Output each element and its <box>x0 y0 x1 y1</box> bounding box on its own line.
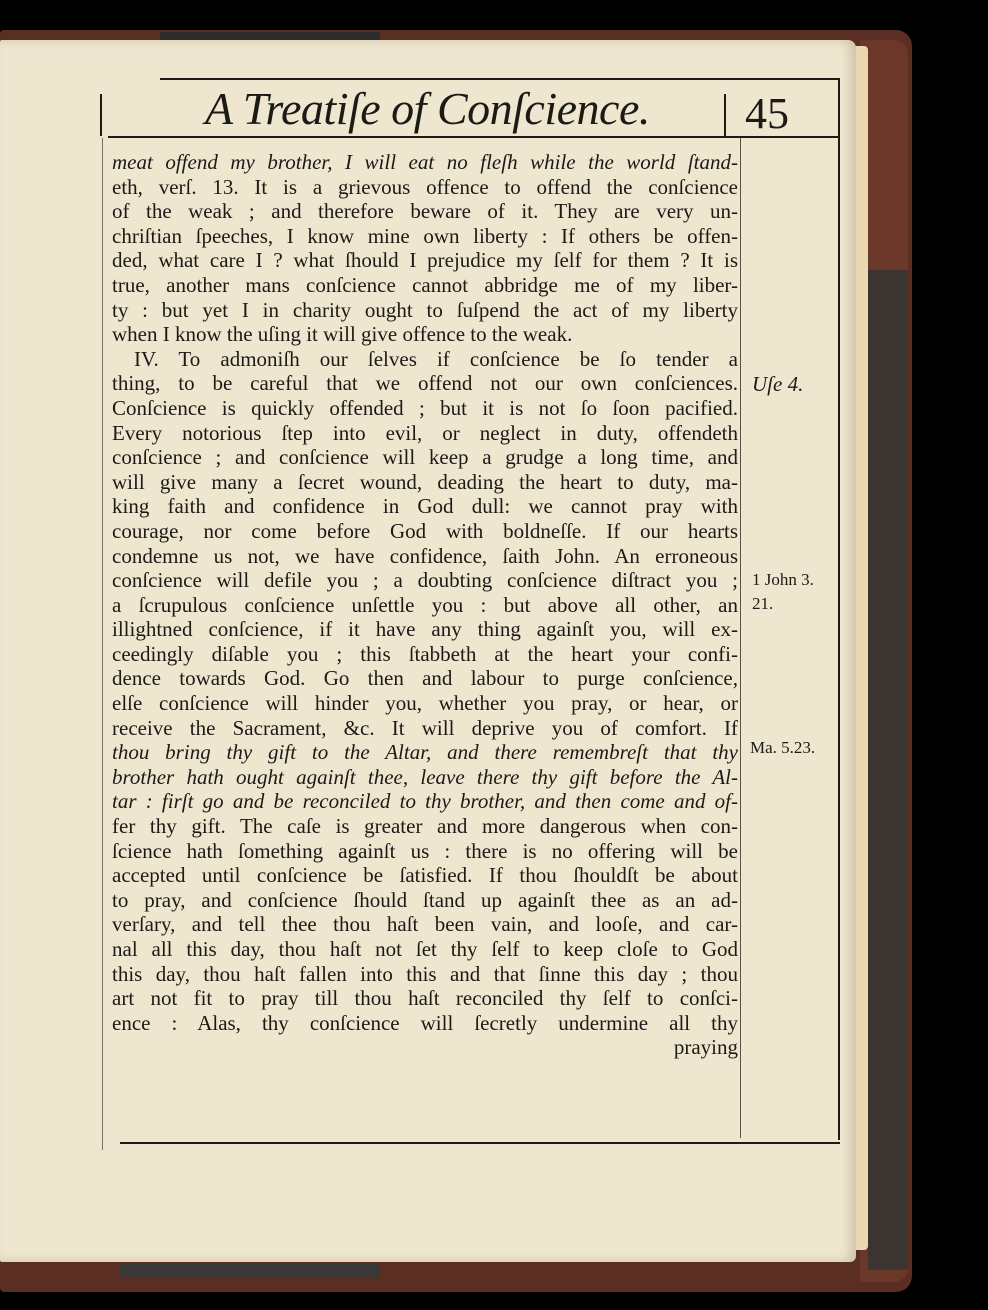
page-number: 45 <box>745 89 789 138</box>
body-text <box>112 150 738 1060</box>
text-line: eth, verſ. 13. It is a grievous offence to offend the conſcience <box>112 174 738 199</box>
margin-rule <box>740 138 741 1138</box>
text-line: illightned conſcience, if it have any thing againſt you, will ex- <box>112 617 738 642</box>
text-line: ſcience hath ſomething againſt us : there is no offering will be <box>112 838 738 863</box>
text-line: to pray, and conſcience ſhould ſtand up againſt thee as an ad- <box>112 887 738 912</box>
margin-note-use: Uſe 4. <box>752 372 804 396</box>
margin-note-john-verse: 21. <box>752 594 774 613</box>
text-line: king faith and confidence in God dull: we cannot pray with <box>112 494 738 519</box>
text-line: chriſtian ſpeeches, I know mine own liberty : If others be offen- <box>112 223 738 248</box>
header-rule-bottom <box>108 136 840 138</box>
text-line: dence towards God. Go then and labour to purge conſcience, <box>112 666 738 691</box>
text-line: elſe conſcience will hinder you, whether you pray, or hear, or <box>112 691 738 716</box>
text-line: accepted until conſcience be ſatisfied. If thou ſhouldſt be about <box>112 863 738 888</box>
text-line: verſary, and tell thee thou haſt been vain, and looſe, and car- <box>112 912 738 937</box>
text-line: will give many a ſecret wound, deading the heart to duty, ma- <box>112 469 738 494</box>
text-line: condemne us not, we have confidence, ſaith John. An erroneous <box>112 543 738 568</box>
text-line: Every notorious ſtep into evil, or neglect in duty, offendeth <box>112 420 738 445</box>
text-line: true, another mans conſcience cannot abbridge me of my liber- <box>112 272 738 297</box>
text-line: art not fit to pray till thou haſt reconciled thy ſelf to conſci- <box>112 986 738 1011</box>
text-line: fer thy gift. The caſe is greater and more dangerous when con- <box>112 814 738 839</box>
text-line: conſcience ; and conſcience will keep a grudge a long time, and <box>112 445 738 470</box>
text-line: nal all this day, thou haſt not ſet thy ſelf to keep cloſe to God <box>112 937 738 961</box>
margin-note-matthew: Ma. 5.23. <box>750 738 816 757</box>
text-line: tar : firſt go and be reconciled to thy brother, and then come and of- <box>112 789 738 814</box>
text-line: Conſcience is quickly offended ; but it is not ſo ſoon pacified. <box>112 395 738 420</box>
cover-wear-bottom <box>120 1264 380 1278</box>
header-divider <box>724 94 726 136</box>
header-right-bar <box>838 80 840 1140</box>
running-title: A Treatiſe of Conſcience. <box>205 83 650 134</box>
bottom-rule <box>120 1142 840 1144</box>
header-left-bar <box>100 94 102 136</box>
text-line: of the weak ; and therefore beware of it. They are very un- <box>112 199 738 224</box>
text-line: thou bring thy gift to the Altar, and there remembreſt that thy <box>112 740 738 765</box>
text-line: ty : but yet I in charity ought to ſuſpend the act of my liberty <box>112 297 738 322</box>
margin-note-john: 1 John 3. <box>752 570 814 589</box>
text-left-rule <box>102 138 103 1150</box>
text-line: a ſcrupulous conſcience unſettle you : but above all other, an <box>112 592 738 617</box>
text-line: ded, what care I ? what ſhould I prejudice my ſelf for them ? It is <box>112 248 738 273</box>
text-line: this day, thou haſt fallen into this and that ſinne this day ; thou <box>112 961 738 986</box>
text-line: courage, nor come before God with boldneſſe. If our hearts <box>112 518 738 543</box>
spine-cloth <box>868 270 908 1270</box>
text-line: when I know the uſing it will give offence to the weak. <box>112 322 573 347</box>
text-line: ence : Alas, thy conſcience will ſecretly undermine all thy <box>112 1010 738 1035</box>
catchword: praying <box>673 1035 738 1060</box>
text-line: conſcience will defile you ; a doubting conſcience diſtract you ; <box>112 568 738 593</box>
text-line: receive the Sacrament, &c. It will deprive you of comfort. If <box>112 715 738 740</box>
text-line: thing, to be careful that we offend not our own conſciences. <box>112 371 738 396</box>
text-line: ceedingly diſable you ; this ſtabbeth at the heart your confi- <box>112 641 738 666</box>
text-line: IV. To admoniſh our ſelves if conſcience be ſo tender a <box>134 346 738 371</box>
text-line: meat offend my brother, I will eat no fleſh while the world ſtand- <box>112 150 738 174</box>
header-rule-top <box>160 78 840 80</box>
text-line: brother hath ought againſt thee, leave there thy gift before the Al- <box>112 764 738 789</box>
